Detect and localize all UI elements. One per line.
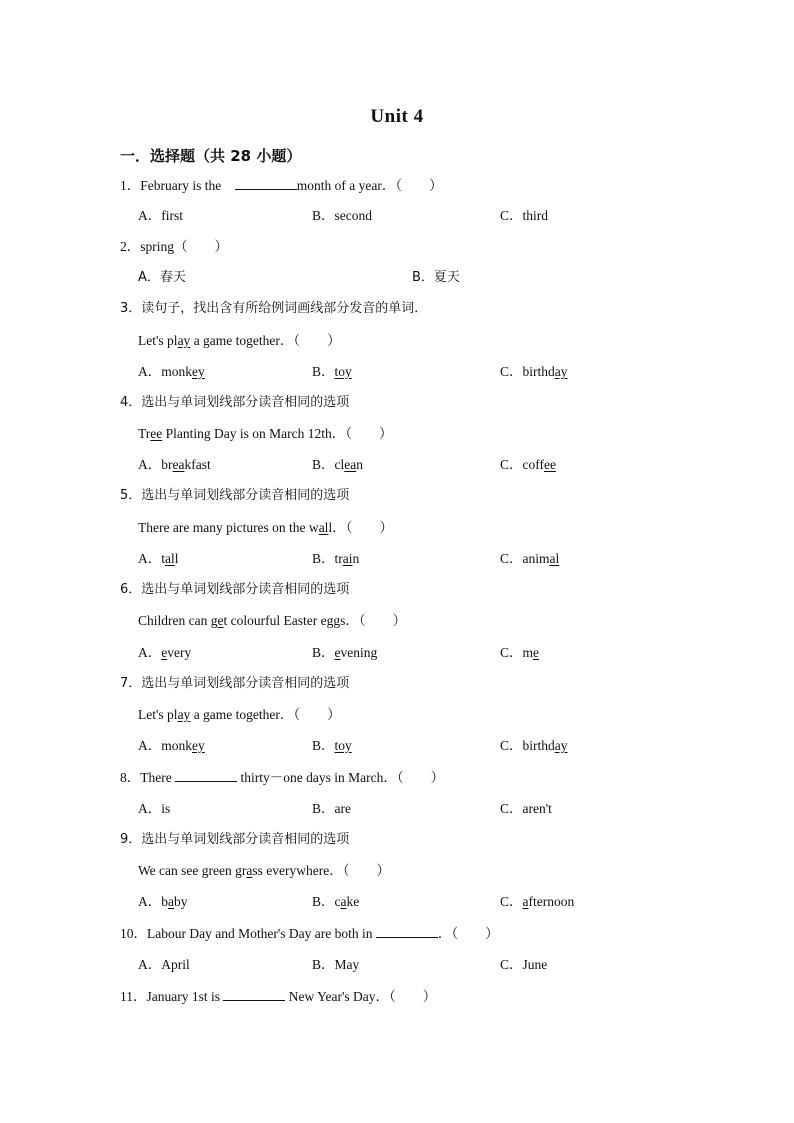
question-number: 9．	[120, 832, 142, 847]
example-sentence	[138, 519, 393, 537]
underlined-part: ee	[150, 426, 163, 441]
option-text: A．monk	[138, 738, 192, 753]
example-sentence	[138, 862, 390, 880]
sentence-part: Children can g	[138, 613, 218, 628]
option-c[interactable]	[500, 644, 539, 662]
option-a[interactable]	[138, 893, 188, 911]
option-b[interactable]: B．夏天	[412, 270, 460, 285]
option-a[interactable]: A．春天	[138, 270, 186, 285]
option-a[interactable]	[138, 737, 205, 755]
example-sentence	[138, 706, 341, 724]
underlined-part: ay	[554, 364, 568, 379]
question-2	[120, 238, 228, 256]
question-text: spring（ ）	[140, 239, 228, 254]
question-text: month of a year．（ ）	[296, 178, 443, 193]
underlined-part: e	[217, 613, 224, 628]
option-text: B．	[312, 738, 335, 753]
underlined-part: toy	[334, 738, 352, 753]
option-text: C．birthd	[500, 738, 555, 753]
option-a[interactable]	[138, 363, 205, 381]
question-number: 7．	[120, 676, 142, 691]
section-heading: 一．选择题（共 28 小题）	[120, 147, 302, 165]
underlined-part: al	[318, 520, 329, 535]
example-sentence	[138, 612, 406, 630]
option-a[interactable]: A．is	[138, 801, 171, 816]
sentence-part: ss everywhere．（ ）	[252, 863, 390, 878]
option-b[interactable]: B．second	[312, 208, 372, 223]
sentence-part: a game together．（ ）	[190, 333, 341, 348]
option-text: very	[167, 645, 192, 660]
option-a[interactable]: A．first	[138, 208, 183, 223]
question-4	[120, 394, 349, 412]
option-c[interactable]	[500, 363, 568, 381]
question-text: 选出与单词划线部分读音相同的选项	[141, 832, 350, 847]
question-number: 4．	[120, 395, 142, 410]
option-b[interactable]: B．are	[312, 801, 351, 816]
question-number: 5．	[120, 488, 142, 503]
option-text: B．	[312, 645, 335, 660]
option-c[interactable]: C．June	[500, 957, 548, 972]
underlined-part: e	[334, 645, 341, 660]
question-5	[120, 487, 349, 505]
option-text: vening	[340, 645, 378, 660]
option-c[interactable]	[500, 456, 556, 474]
underlined-part: a	[522, 894, 529, 909]
option-b[interactable]	[312, 550, 359, 568]
option-a[interactable]	[138, 644, 191, 662]
answer-blank[interactable]	[223, 987, 285, 1001]
underlined-part: ai	[342, 551, 353, 566]
underlined-part: al	[165, 551, 175, 566]
option-a[interactable]	[138, 456, 211, 474]
option-text: B．tr	[312, 551, 343, 566]
question-number: 1．	[120, 178, 141, 193]
underlined-part: ee	[544, 457, 556, 472]
underlined-part: toy	[334, 364, 352, 379]
question-3	[120, 300, 427, 318]
option-text: A．monk	[138, 364, 192, 379]
underlined-part: ea	[172, 457, 185, 472]
question-number: 8．	[120, 770, 141, 785]
example-sentence	[138, 425, 393, 443]
question-11	[120, 987, 436, 1006]
option-text: fternoon	[528, 894, 575, 909]
option-text: B．	[312, 364, 335, 379]
option-text: n	[352, 551, 360, 566]
option-text: C．m	[500, 645, 534, 660]
question-number: 2．	[120, 239, 141, 254]
option-text: A．	[138, 645, 162, 660]
underlined-part: ay	[554, 738, 568, 753]
underlined-part: ay	[177, 333, 191, 348]
option-text: B．c	[312, 894, 341, 909]
option-c[interactable]	[500, 737, 568, 755]
sentence-part: We can see green gr	[138, 863, 247, 878]
underlined-part: a	[168, 894, 174, 909]
option-text: C．coff	[500, 457, 544, 472]
page-title: Unit 4	[370, 106, 424, 127]
option-text: C．	[500, 894, 523, 909]
option-a[interactable]: A．April	[138, 957, 190, 972]
option-text: C．anim	[500, 551, 550, 566]
question-text: ．（ ）	[437, 926, 499, 941]
answer-blank[interactable]	[235, 176, 297, 190]
question-text: January 1st is	[146, 989, 224, 1004]
question-text: 读句子，找出含有所给例词画线部分发音的单词．	[141, 301, 428, 316]
question-text: thirty－one days in March．（ ）	[237, 770, 445, 785]
underlined-part: ey	[192, 364, 205, 379]
option-c[interactable]	[500, 550, 559, 568]
question-text: 选出与单词划线部分读音相同的选项	[141, 395, 350, 410]
sentence-part: Let's pl	[138, 333, 178, 348]
question-text: There	[140, 770, 176, 785]
option-b[interactable]	[312, 737, 352, 755]
sentence-part: Let's pl	[138, 707, 178, 722]
option-text: A．t	[138, 551, 165, 566]
sentence-part: There are many pictures on the w	[138, 520, 319, 535]
underlined-part: e	[161, 645, 168, 660]
answer-blank[interactable]	[175, 768, 237, 782]
option-b[interactable]	[312, 363, 352, 381]
underlined-part: e	[533, 645, 540, 660]
sentence-part: a game together．（ ）	[190, 707, 341, 722]
question-text: 选出与单词划线部分读音相同的选项	[141, 488, 350, 503]
option-c[interactable]	[500, 893, 574, 911]
example-sentence	[138, 332, 341, 350]
question-text: New Year's Day．（ ）	[285, 989, 437, 1004]
sentence-part: t colourful Easter eggs．（ ）	[223, 613, 407, 628]
underlined-part: a	[340, 894, 347, 909]
question-text: 选出与单词划线部分读音相同的选项	[141, 582, 350, 597]
option-b[interactable]	[312, 644, 377, 662]
option-text: A．b	[138, 894, 168, 909]
option-c[interactable]: C．third	[500, 208, 549, 223]
option-text: kfast	[184, 457, 211, 472]
sentence-part: l．（ ）	[328, 520, 393, 535]
option-text: A．br	[138, 457, 173, 472]
question-text: February is the	[140, 178, 225, 193]
option-text: ke	[346, 894, 360, 909]
option-b[interactable]	[312, 893, 359, 911]
question-number: 11．	[120, 989, 147, 1004]
underlined-part: a	[246, 863, 253, 878]
answer-blank[interactable]	[376, 924, 438, 938]
underlined-part: ay	[177, 707, 191, 722]
question-number: 3．	[120, 301, 142, 316]
question-text: 选出与单词划线部分读音相同的选项	[141, 676, 350, 691]
option-text: n	[356, 457, 363, 472]
question-number: 6．	[120, 582, 142, 597]
sentence-part: Tr	[138, 426, 151, 441]
underlined-part: ea	[344, 457, 357, 472]
option-text: C．birthd	[500, 364, 555, 379]
question-7	[120, 675, 349, 693]
option-text: l	[174, 551, 179, 566]
underlined-part: ey	[192, 738, 205, 753]
option-b[interactable]: B．May	[312, 957, 360, 972]
question-text: Labour Day and Mother's Day are both in	[147, 926, 376, 941]
question-6	[120, 581, 349, 599]
option-c[interactable]: C．aren't	[500, 801, 552, 816]
question-1	[120, 176, 443, 195]
question-9	[120, 831, 349, 849]
underlined-part: al	[549, 551, 560, 566]
option-text: B．cl	[312, 457, 345, 472]
option-text: by	[174, 894, 188, 909]
sentence-part: Planting Day is on March 12th．（ ）	[162, 426, 393, 441]
option-b[interactable]	[312, 456, 363, 474]
question-number: 10．	[120, 926, 147, 941]
question-10	[120, 924, 499, 943]
question-8	[120, 768, 444, 787]
option-a[interactable]	[138, 550, 179, 568]
